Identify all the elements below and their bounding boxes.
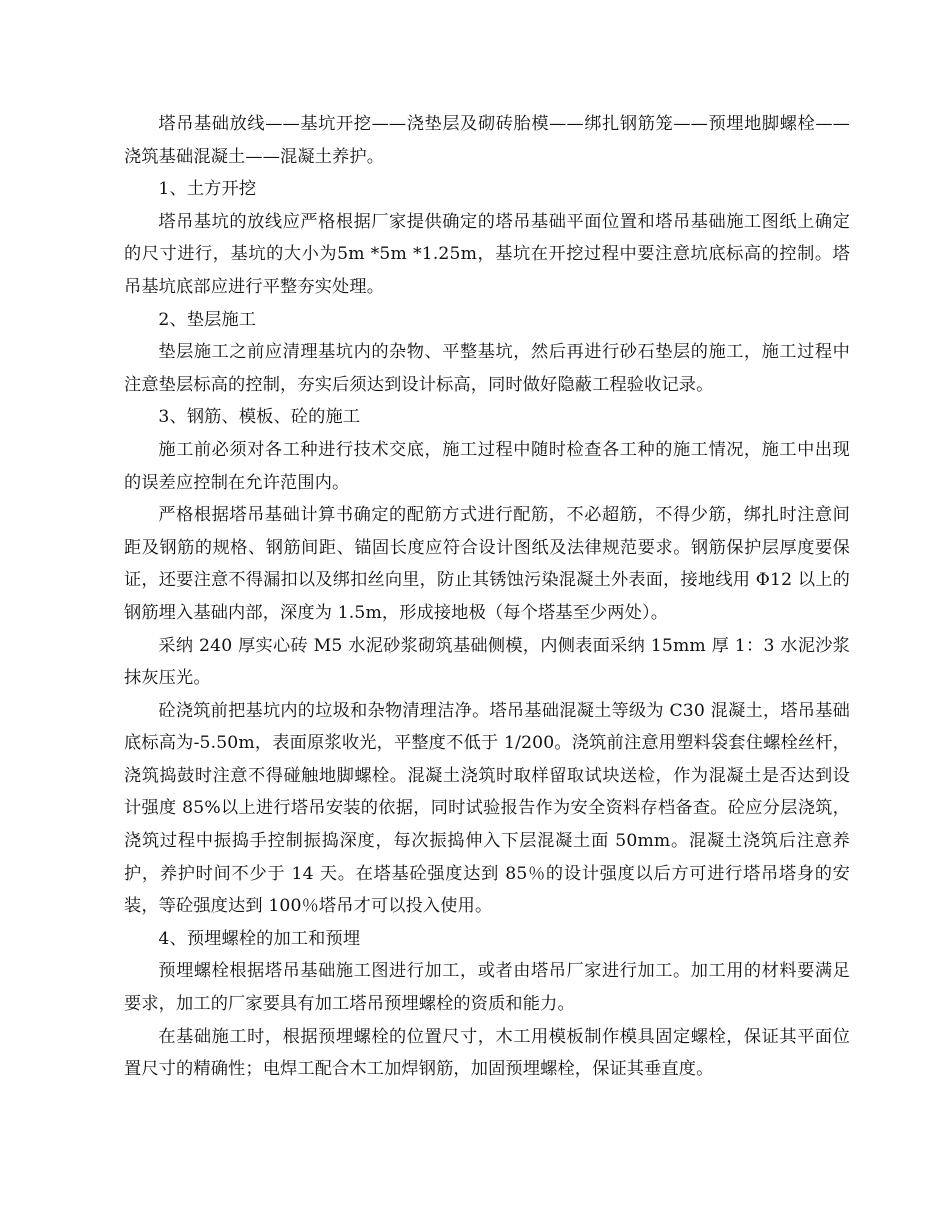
paragraph-brick-formwork: 采纳 240 厚实心砖 M5 水泥砂浆砌筑基础侧模，内侧表面采纳 15mm 厚 1：3 水泥沙浆抹灰压光。: [124, 635, 850, 689]
paragraph-rebar: 严格根据塔吊基础计算书确定的配筋方式进行配筋，不必超筋，不得少筋，绑扎时注意间距及钢筋的规格、钢筋间距、锚固长度应符合设计图纸及法律规范要求。钢筋保护层厚度要保证，还要注意不得漏扣以及绑扣丝向里，防止其锈蚀污染混凝土外表面，接地线用 Φ12 以上的钢筋埋入基础内部，深度为 1.5m，形成接地极（每个塔基至少两处）。: [124, 505, 850, 623]
paragraph-earthwork: 塔吊基坑的放线应严格根据厂家提供确定的塔吊基础平面位置和塔吊基础施工图纸上确定的尺寸进行，基坑的大小为5m *5m *1.25m，基坑在开挖过程中要注意坑底标高的控制。塔吊基坑底部应进行平整夯实处理。: [124, 211, 850, 297]
paragraph-technical-briefing: 施工前必须对各工种进行技术交底，施工过程中随时检查各工种的施工情况，施工中出现的误差应控制在允许范围内。: [124, 439, 850, 493]
paragraph-concrete-pouring: 砼浇筑前把基坑内的垃圾和杂物清理洁净。塔吊基础混凝土等级为 C30 混凝土，塔吊基础底标高为-5.50m，表面原浆收光，平整度不低于 1/200。浇筑前注意用塑料袋套住螺栓丝杆，浇筑捣鼓时注意不得碰触地脚螺栓。混凝土浇筑时取样留取试块送检，作为混凝土是否达到设计强度 85%以上进行塔吊安装的依据，同时试验报告作为安全资料存档备查。砼应分层浇筑，浇筑过程中振捣手控制振捣深度，每次振捣伸入下层混凝土面 50mm。混凝土浇筑后注意养护，养护时间不少于 14 天。在塔基砼强度达到 85％的设计强度以后方可进行塔吊塔身的安装，等砼强度达到 100％塔吊才可以投入使用。: [124, 700, 850, 917]
paragraph-process-flow: 塔吊基础放线——基坑开挖——浇垫层及砌砖胎模——绑扎钢筋笼——预埋地脚螺栓——浇筑基础混凝土——混凝土养护。: [124, 114, 850, 167]
section-heading-cushion: 2、垫层施工: [158, 309, 257, 330]
paragraph-bolt-fabrication: 预埋螺栓根据塔吊基础施工图进行加工，或者由塔吊厂家进行加工。加工用的材料要满足要求，加工的厂家要具有加工塔吊预埋螺栓的资质和能力。: [124, 961, 850, 1015]
paragraph-bolt-fixing: 在基础施工时，根据预埋螺栓的位置尺寸，木工用模板制作模具固定螺栓，保证其平面位置尺寸的精确性；电焊工配合木工加焊钢筋，加固预埋螺栓，保证其垂直度。: [124, 1026, 850, 1080]
section-heading-earthwork: 1、土方开挖: [158, 179, 257, 200]
section-heading-embedded-bolts: 4、预埋螺栓的加工和预埋: [158, 928, 361, 949]
document-body: [124, 108, 850, 1086]
section-heading-rebar-formwork-concrete: 3、钢筋、模板、砼的施工: [158, 407, 361, 428]
paragraph-cushion: 垫层施工之前应清理基坑内的杂物、平整基坑，然后再进行砂石垫层的施工，施工过程中注意垫层标高的控制，夯实后须达到设计标高，同时做好隐蔽工程验收记录。: [124, 342, 850, 395]
